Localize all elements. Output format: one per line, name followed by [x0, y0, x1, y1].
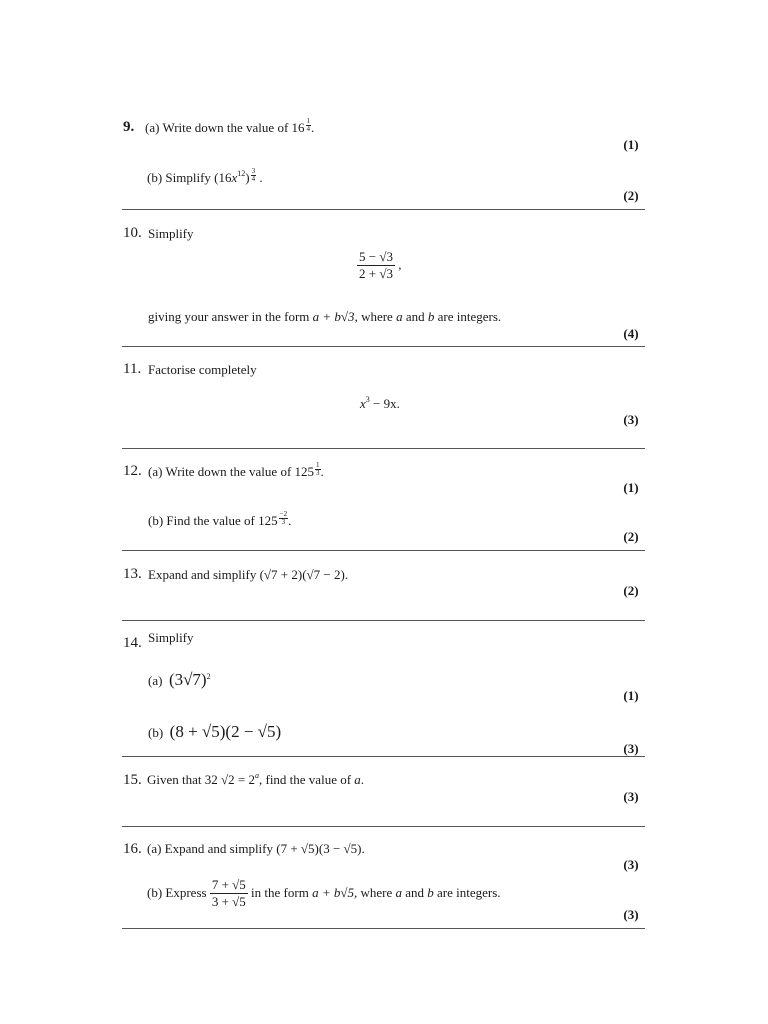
q9-b-marks: (2) [623, 188, 639, 203]
q12-a-exp-den: 3 [316, 469, 320, 477]
q14-a-expr: (3√7) [168, 670, 207, 689]
q16-b-form: a + b√5 [312, 884, 354, 900]
q9-part-a: (a) Write down the value of 16 $\frac{1}{4}$ . [145, 117, 315, 135]
q12-b-exponent [279, 511, 288, 526]
q11-title: Factorise completely [148, 362, 257, 377]
q9-a-exp-num: 1 [306, 117, 311, 125]
q9-a-marks: (1) [623, 137, 639, 152]
divider [122, 756, 645, 757]
q16-a-marks: (3) [623, 857, 639, 872]
q12-part-a: (a) Write down the value of 125 $\frac{1}{3}$ . [148, 461, 324, 479]
q16-var-a: a [395, 884, 402, 900]
q10-marks: (4) [623, 326, 639, 341]
q14-title: Simplify [148, 630, 194, 645]
q11-expr-rest: − 9x. [369, 396, 400, 411]
q15-var: a [354, 772, 361, 787]
q14-b-expr: (8 + √5)(2 − √5) [169, 722, 282, 741]
q16-b-pre: in the form [247, 884, 313, 900]
q9-b-exp-den: 4 [251, 175, 256, 183]
q9-a-exponent [306, 118, 312, 133]
divider [122, 346, 645, 347]
q11-var-x: x [360, 396, 366, 411]
q16-b-marks: (3) [623, 907, 639, 922]
q15-marks: (3) [623, 789, 639, 804]
q9-b-exp-num: 3 [251, 167, 256, 175]
q10-line-pre: giving your answer in the form [148, 309, 313, 324]
q16-part-a: (a) Expand and simplify (7 + √5)(3 − √5). [147, 841, 365, 856]
q10-comma: , [398, 256, 402, 272]
q10-var-a: a [396, 309, 403, 324]
question-number-12: 12. [123, 463, 142, 479]
q10-frac-num: 5 − √3 [357, 250, 395, 266]
q14-a-exp: 2 [206, 672, 211, 681]
q14-b-marks: (3) [623, 741, 639, 756]
q12-part-b-text: (b) Find the value of 125 [148, 513, 278, 528]
question-number-9: 9. [123, 119, 135, 135]
q16-b-mid: , where [353, 884, 396, 900]
q12-a-exponent [315, 462, 321, 477]
q9-b-x-exp: 12 [237, 169, 246, 178]
q14-a-label: (a) [148, 673, 163, 688]
q10-title: Simplify [148, 226, 194, 241]
q10-frac-den: 2 + √3 [359, 266, 393, 282]
divider [122, 928, 645, 929]
q15-text-pre: Given that 32 √2 = 2 [147, 772, 255, 787]
q9-b-exponent [251, 168, 257, 183]
q11-exp: 3 [365, 395, 370, 404]
question-number-11: 11. [123, 361, 142, 377]
q16-b-post: are integers. [433, 884, 501, 900]
q10-instruction [148, 309, 501, 325]
q12-a-marks: (1) [623, 480, 639, 495]
q11-marks: (3) [623, 412, 639, 427]
q12-a-exp-num: 1 [316, 461, 320, 469]
q16-b-label: (b) Express [147, 884, 207, 900]
question-number-10: 10. [123, 225, 142, 241]
divider [122, 448, 645, 449]
q15-exp: a [254, 771, 259, 780]
q9-b-var: x [231, 170, 238, 185]
q14-part-b [148, 722, 281, 742]
q10-line-and: and [402, 309, 428, 324]
q16-b-frac-num: 7 + √5 [210, 878, 248, 894]
question-number-16: 16. [123, 841, 142, 857]
q14-part-a [148, 670, 211, 690]
q9-part-b: (b) Simplify $(16x^{12})$ $\frac{3}{4}$ . [147, 167, 263, 185]
q9-part-a-text: (a) Write down the value of 16 [145, 120, 305, 135]
q11-expression [360, 396, 400, 412]
q12-b-marks: (2) [623, 529, 639, 544]
q13-text: Expand and simplify (√7 + 2)(√7 − 2). [148, 567, 349, 582]
q14-b-label: (b) [148, 725, 164, 740]
q10-var-b: b [427, 309, 435, 324]
q10-line-mid: , where [354, 309, 397, 324]
question-number-13: 13. [123, 566, 142, 582]
q13-marks: (2) [623, 583, 639, 598]
q12-b-exp-num: −2 [279, 510, 288, 518]
q10-fraction [357, 250, 401, 282]
q12-part-b: (b) Find the value of 125 $\frac{-2}{3}$ . [148, 510, 292, 528]
divider [122, 826, 645, 827]
q16-part-b [147, 878, 501, 910]
question-number-14: 14. [123, 635, 142, 651]
q9-b-close: ) [245, 170, 250, 185]
q10-line-post: are integers. [434, 309, 502, 324]
q16-b-frac-den: 3 + √5 [211, 894, 246, 910]
q16-b-and: and [402, 884, 428, 900]
q14-a-marks: (1) [623, 688, 639, 703]
divider [122, 209, 645, 210]
q15-text-post: , find the value of [258, 772, 355, 787]
q15-text: Given that 32 $√2 = 2^a$, find the value of a. [147, 771, 365, 787]
q9-part-b-text: (b) Simplify (16 [147, 170, 232, 185]
q12-b-exp-den: 3 [281, 518, 286, 526]
q10-form: a + b√3 [312, 309, 355, 324]
divider [122, 620, 645, 621]
question-number-15: 15. [123, 772, 142, 788]
q16-var-b: b [427, 884, 434, 900]
divider [122, 550, 645, 551]
q9-a-exp-den: 4 [306, 125, 311, 133]
q12-part-a-text: (a) Write down the value of 125 [148, 464, 315, 479]
